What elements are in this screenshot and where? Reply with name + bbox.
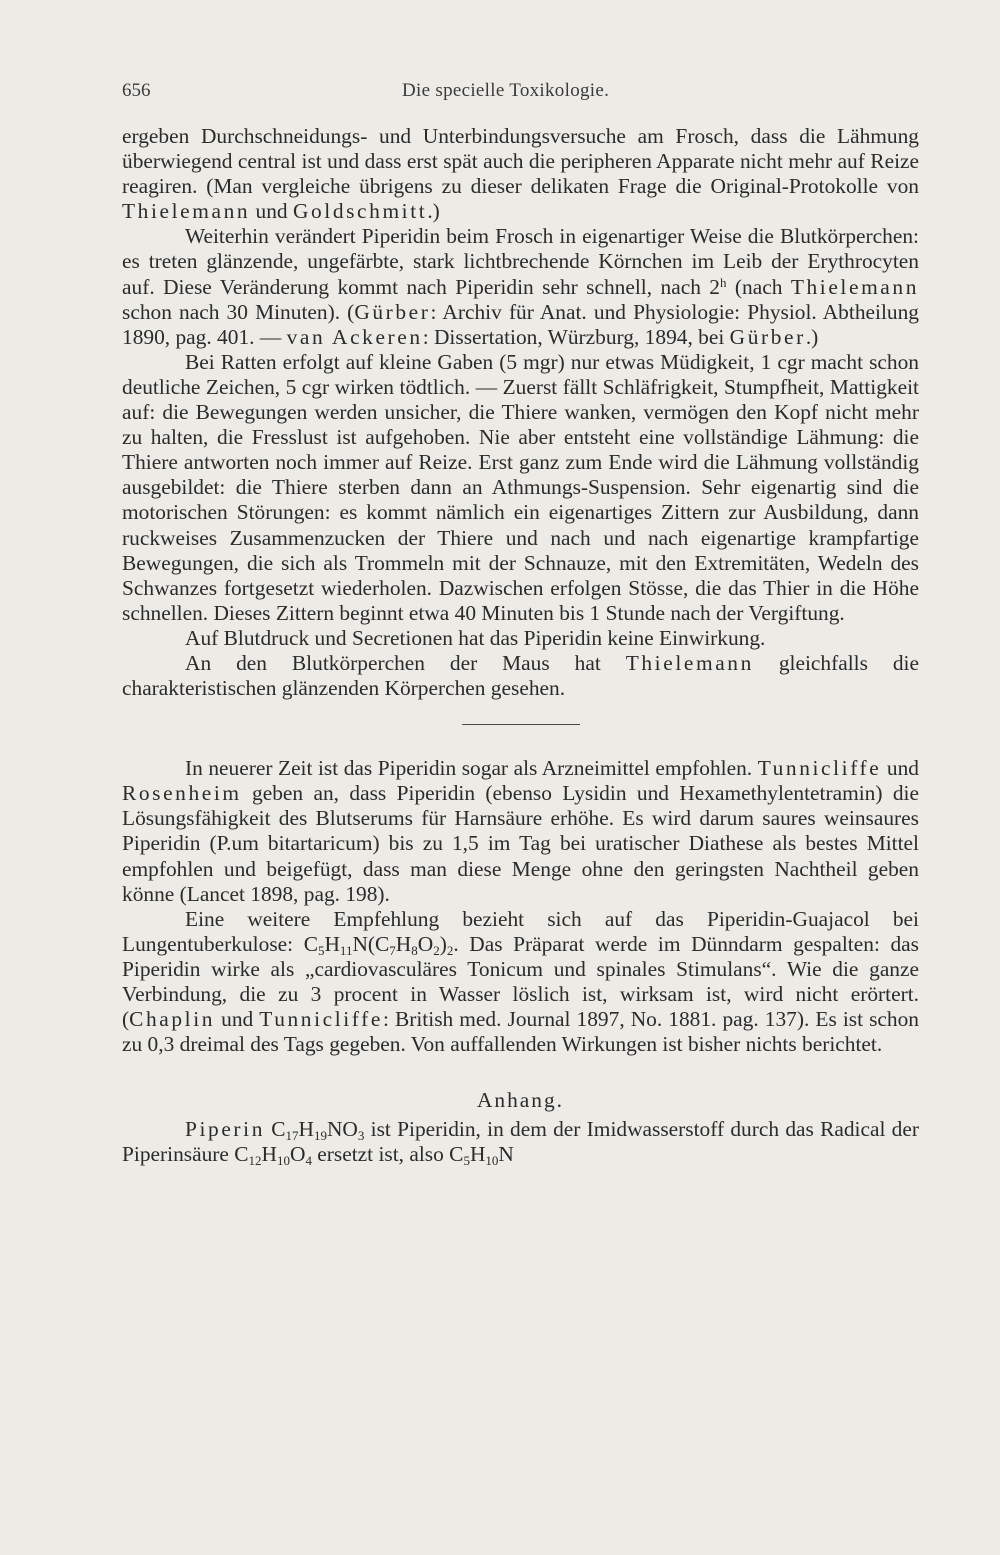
text: und — [215, 1007, 260, 1032]
subscript: 8 — [411, 942, 418, 958]
text: ersetzt ist, also C — [311, 1142, 464, 1167]
author-name: Thielemann — [122, 199, 251, 224]
subscript: 17 — [285, 1128, 299, 1144]
text: ist Piperidin, in dem der Imidwasserstoff durch das Radical der Piperinsäure C — [122, 1117, 919, 1167]
text: : British med. Journal 1897, No. 1881. pag. 137). Es ist schon zu 0,3 dreimal des Tags gegeben. Von auffallenden Wirkungen ist bisher nichts berichtet. — [122, 1007, 920, 1057]
subscript: 4 — [305, 1153, 312, 1169]
paragraph-1 — [122, 124, 919, 224]
section-divider — [462, 724, 580, 725]
text: .) — [427, 199, 440, 224]
text: ) — [439, 931, 447, 956]
paragraph-7 — [122, 907, 919, 1058]
text: H — [298, 1117, 314, 1142]
text: H — [261, 1142, 277, 1167]
author-name: Tunnicliffe — [259, 1007, 383, 1032]
text: .) — [805, 324, 819, 349]
text: : Archiv für Anat. und Physiologie: Physiol. Abtheilung 1890, pag. 401. — — [122, 299, 919, 349]
text: ergeben Durchschneidungs- und Unterbindungsversuche am Frosch, dass die Lähmung überwiegend central ist und dass erst spät auch die peripheren Apparate nicht mehr auf Reize reagiren. (Man vergleiche übrigens zu dieser delikaten Frage die Original-Protokolle von — [122, 124, 919, 199]
term-name: Piperin — [185, 1117, 265, 1142]
paragraph-2 — [122, 224, 919, 349]
subscript: 5 — [317, 942, 325, 958]
subscript: 2 — [433, 942, 440, 958]
page-number: 656 — [122, 80, 151, 101]
subscript: 19 — [313, 1128, 327, 1144]
author-name: Chaplin — [129, 1007, 216, 1032]
text: geben an, dass Piperidin (ebenso Lysidin und Hexamethylentetramin) die Lösungsfähigkeit des Blutserums für Harnsäure erhöhe. Es wird darum saures weinsaures Piperidin (P.um bitartaricum) bis zu 1,5 im Tag bei uratischer Diathese als bestes Mittel empfohlen und beigefügt, dass man diese Menge ohne den geringsten Nachtheil geben könne (Lancet 1898, pag. 198). — [122, 781, 919, 906]
subscript: 10 — [277, 1153, 290, 1169]
text: . Das Präparat werde im Dünndarm gespalten: das Piperidin wirke als „cardiovasculäres Tonicum und spinales Stimulans“. Wie die ganze Verbindung, die zu 3 procent in Wasser löslich ist, wirksam ist, wird nicht erörtert. ( — [122, 931, 920, 1032]
author-name: van Ackeren — [286, 324, 423, 349]
superscript: h — [720, 274, 727, 290]
author-name: Goldschmitt — [292, 199, 428, 224]
text: N — [498, 1142, 514, 1167]
author-name: Thielemann — [790, 274, 919, 299]
paragraph-6 — [122, 756, 919, 907]
text: NO — [326, 1117, 358, 1142]
subscript: 10 — [485, 1153, 499, 1169]
text: H — [395, 931, 412, 956]
text: C — [265, 1117, 286, 1142]
subscript: 5 — [463, 1153, 470, 1169]
text: : Dissertation, Würzburg, 1894, bei — [422, 324, 730, 349]
subscript: 3 — [357, 1128, 365, 1144]
running-head — [122, 80, 922, 110]
text: An den Blutkörperchen der Maus hat — [185, 650, 626, 675]
author-name: Thielemann — [625, 650, 754, 675]
page-body — [122, 124, 919, 1168]
subscript: 11 — [339, 942, 353, 958]
paragraph-8 — [122, 1117, 919, 1167]
text: O — [417, 931, 434, 956]
paragraph-3: Bei Ratten erfolgt auf kleine Gaben (5 mgr) nur etwas Müdigkeit, 1 cgr macht schon deutliche Zeichen, 5 cgr wirken tödtlich. — Zuerst fällt Schläfrigkeit, Stumpfheit, Mattigkeit auf: die Bewegungen werden unsicher, die Thiere wanken, vermögen den Kopf nicht mehr zu halten, die Fresslust ist aufgehoben. Nie aber entsteht eine vollständige Lähmung: die Thiere antworten noch immer auf Reize. Erst ganz zum Ende wird die Lähmung vollständig ausgebildet: die Thiere sterben dann an Athmungs-Suspension. Sehr eigenartig sind die motorischen Störungen: es kommt nämlich ein eigenartiges Zittern zur Ausbildung, dann ruckweises Zusammenzucken der Thiere und nach und nach eigenartige krampfartige Bewegungen, die sich als Trommeln mit der Schnauze, mit den Extremitäten, Wedeln des Schwanzes fortgesetzt wiederholen. Dazwischen erfolgen Stösse, die das Thier in die Höhe schnellen. Dieses Zittern beginnt etwa 40 Minuten bis 1 Stunde nach der Vergiftung. — [122, 349, 919, 625]
author-name: Rosenheim — [122, 781, 242, 806]
paragraph-5 — [122, 651, 919, 701]
paragraph-4: Auf Blutdruck und Secretionen hat das Piperidin keine Einwirkung. — [185, 625, 766, 650]
text: N(C — [352, 931, 390, 956]
text: schon nach 30 Minuten). ( — [122, 299, 355, 324]
author-name: Gürber — [354, 299, 431, 324]
section-heading: Anhang. — [476, 1088, 565, 1113]
subscript: 7 — [389, 942, 396, 958]
text: und — [881, 756, 919, 781]
text: und — [250, 199, 293, 224]
subscript: 12 — [248, 1153, 262, 1169]
text: H — [469, 1142, 486, 1167]
running-title: Die specielle Toxikologie. — [402, 80, 610, 101]
text: Eine weitere Empfehlung bezieht sich auf das Piperidin-Guajacol bei Lungentuberkulose: C — [122, 906, 919, 956]
text: (nach — [726, 274, 791, 299]
text: H — [324, 931, 340, 956]
text: gleichfalls die charakteristischen glänzenden Körperchen gesehen. — [122, 650, 919, 701]
author-name: Gürber — [729, 324, 806, 349]
subscript: 2 — [446, 942, 454, 958]
author-name: Tunnicliffe — [757, 756, 882, 781]
text: O — [290, 1142, 306, 1167]
text: In neuerer Zeit ist das Piperidin sogar als Arzneimittel empfohlen. — [185, 756, 758, 781]
text: Weiterhin verändert Piperidin beim Frosch in eigenartiger Weise die Blutkörperchen: es treten glänzende, ungefärbte, stark lichtbrechende Körnchen im Leib der Erythrocyten auf. Diese Veränderung kommt nach Piperidin sehr schnell, nach 2 — [122, 224, 919, 299]
